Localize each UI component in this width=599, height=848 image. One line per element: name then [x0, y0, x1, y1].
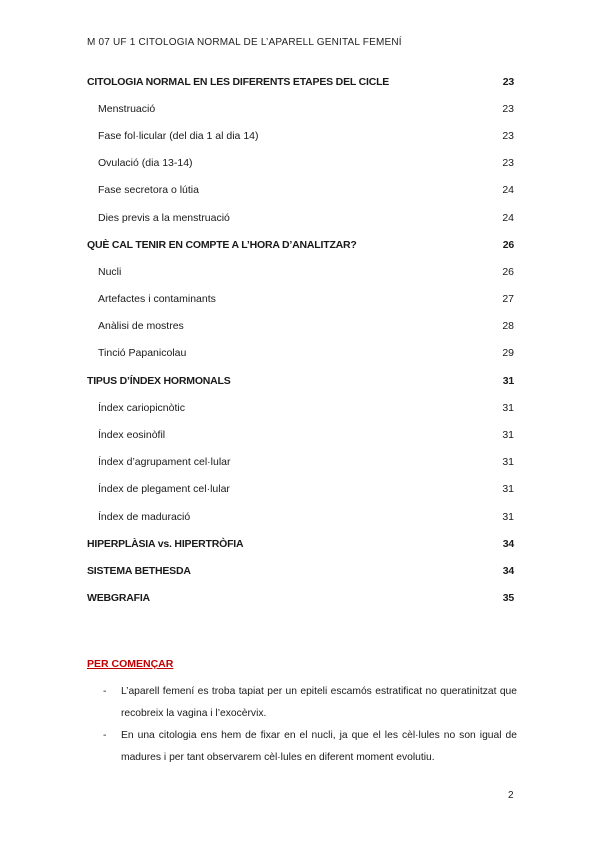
toc-entry-label: WEBGRAFIA	[87, 592, 150, 605]
toc-entry-label: Menstruació	[98, 102, 156, 115]
toc-entry-label: Índex eosinòfil	[98, 429, 166, 442]
toc-entry-label: Fase fol·licular (del dia 1 al dia 14)	[98, 129, 259, 142]
toc-entry-label: Índex d’agrupament cel·lular	[98, 456, 231, 469]
toc-entry-page: 34	[502, 537, 514, 550]
toc-entry-label: HIPERPLÀSIA vs. HIPERTRÒFIA	[87, 537, 244, 550]
section-title: PER COMENÇAR	[87, 658, 174, 670]
toc-entry-sub[interactable]	[87, 204, 514, 231]
toc-entry-sub[interactable]	[87, 313, 514, 340]
toc-entry-sub[interactable]	[87, 394, 514, 421]
toc-entry-page: 31	[502, 401, 514, 414]
toc-entry-label: QUÈ CAL TENIR EN COMPTE A L’HORA D’ANALITZAR?	[87, 238, 357, 251]
toc-entry-sub[interactable]	[87, 503, 514, 530]
toc-entry-main[interactable]	[87, 68, 514, 95]
toc-entry-label: Índex de plegament cel·lular	[98, 483, 230, 496]
toc-entry-page: 27	[502, 293, 514, 306]
toc-entry-page: 31	[502, 456, 514, 469]
toc-entry-sub[interactable]	[87, 476, 514, 503]
toc-entry-page: 31	[502, 483, 514, 496]
toc-entry-page: 23	[502, 129, 514, 142]
toc-entry-label: Índex cariopicnòtic	[98, 401, 185, 414]
toc-entry-page: 23	[502, 102, 514, 115]
intro-section	[87, 658, 517, 769]
toc-entry-page: 28	[502, 320, 514, 333]
toc-entry-page: 26	[502, 238, 514, 251]
toc-entry-sub[interactable]	[87, 258, 514, 285]
toc-entry-label: Ovulació (dia 13-14)	[98, 157, 193, 170]
toc-entry-label: Anàlisi de mostres	[98, 320, 184, 333]
toc-entry-main[interactable]	[87, 367, 514, 394]
toc-entry-page: 24	[502, 211, 514, 224]
toc-entry-page: 24	[502, 184, 514, 197]
page-number: 2	[508, 790, 514, 801]
toc-entry-sub[interactable]	[87, 177, 514, 204]
toc-entry-label: CITOLOGIA NORMAL EN LES DIFERENTS ETAPES DEL CICLE	[87, 75, 390, 88]
toc-entry-sub[interactable]	[87, 95, 514, 122]
toc-entry-sub[interactable]	[87, 449, 514, 476]
toc-entry-page: 35	[502, 592, 514, 605]
toc-entry-label: TIPUS D’ÍNDEX HORMONALS	[87, 374, 231, 387]
toc-entry-label: Dies previs a la menstruació	[98, 211, 230, 224]
toc-entry-page: 31	[502, 429, 514, 442]
toc-entry-sub[interactable]	[87, 286, 514, 313]
bullet-item	[87, 681, 517, 725]
bullet-text: En una citologia ens hem de fixar en el nucli, ja que el les cèl·lules no son igual de madures i per tant observarem cèl·lules en diferent moment evolutiu.	[121, 730, 517, 763]
toc-entry-main[interactable]	[87, 231, 514, 258]
toc-entry-sub[interactable]	[87, 150, 514, 177]
toc-entry-main[interactable]	[87, 530, 514, 557]
toc-entry-label: Tinció Papanicolau	[98, 347, 187, 360]
toc-entry-main[interactable]	[87, 557, 514, 584]
bullet-marker: -	[103, 730, 107, 741]
toc-entry-label: Índex de maduració	[98, 510, 191, 523]
toc-entry-page: 23	[502, 157, 514, 170]
toc-entry-page: 29	[502, 347, 514, 360]
toc-entry-main[interactable]	[87, 585, 514, 612]
toc-entry-sub[interactable]	[87, 122, 514, 149]
bullet-list	[87, 681, 517, 769]
toc-entry-page: 26	[502, 265, 514, 278]
toc-entry-label: Fase secretora o lútia	[98, 184, 199, 197]
toc-entry-page: 34	[502, 564, 514, 577]
toc-entry-label: SISTEMA BETHESDA	[87, 564, 191, 577]
toc-entry-sub[interactable]	[87, 340, 514, 367]
bullet-text: L’aparell femení es troba tapiat per un epiteli escamós estratificat no queratinitzat que recobreix la vagina i l’exocèrvix.	[121, 686, 517, 719]
toc-entry-page: 31	[502, 374, 514, 387]
toc-entry-sub[interactable]	[87, 421, 514, 448]
bullet-item	[87, 725, 517, 769]
toc-entry-label: Nucli	[98, 265, 122, 278]
toc-entry-page: 31	[502, 510, 514, 523]
toc-entry-page: 23	[502, 75, 514, 88]
page-header: M 07 UF 1 CITOLOGIA NORMAL DE L’APARELL GENITAL FEMENÍ	[87, 37, 402, 48]
bullet-marker: -	[103, 686, 107, 697]
table-of-contents	[87, 68, 514, 612]
toc-entry-label: Artefactes i contaminants	[98, 293, 216, 306]
